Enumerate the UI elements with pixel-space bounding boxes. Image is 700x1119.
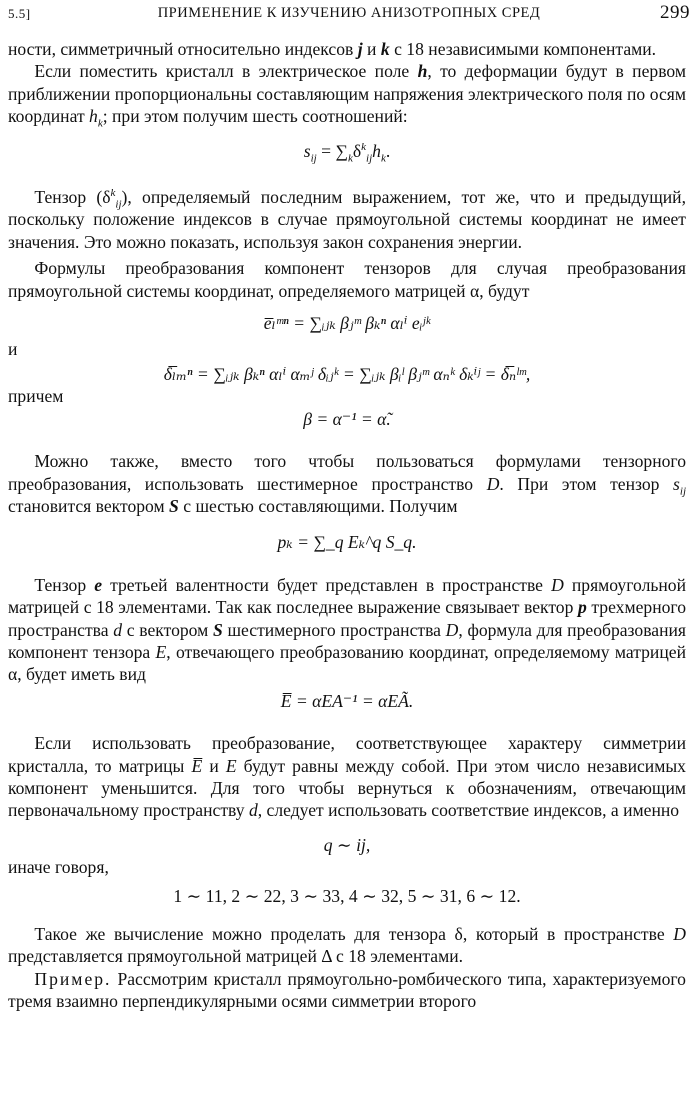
phrase-otherwise: иначе говоря, bbox=[8, 857, 109, 878]
equation-4: β = α⁻¹ = α̃. bbox=[303, 408, 391, 429]
paragraph-5: Можно также, вместо того чтобы пользоваться формулами тензорного преобразования, использовать шестимерное пространство D. При этом тензор $s_{ij}$ становится вектором S с шестью составляющими. Получим bbox=[8, 451, 687, 516]
equation-6: E̅ = αEA⁻¹ = αEÃ. bbox=[280, 690, 414, 711]
paragraph-7: Если использовать преобразование, соответствующее характеру симметрии кристалла, то матрицы E̅ и E будут равны между собой. При этом число независимых компонент уменьшится. Для того чтобы вернуться к обозначениям, отвечающим первоначальному пространству d, следует использовать соответствие индексов, а именно bbox=[8, 733, 686, 821]
equation-3: δ̅ₗₘⁿ = ∑ᵢⱼₖ βₖⁿ αₗⁱ αₘʲ δᵢⱼᵏ = ∑ᵢⱼₖ βᵢˡ βⱼᵐ αₙᵏ δₖⁱʲ = δ̅ₙˡᵐ, bbox=[163, 363, 531, 384]
equation-1: $s_{ij} = \sum_k\delta^k_{ij}h_k$. bbox=[303, 140, 391, 165]
equation-5: pₖ = ∑_q Eₖ^q S_q. bbox=[277, 532, 417, 553]
equation-8: 1 ∼ 11, 2 ∼ 22, 3 ∼ 33, 4 ∼ 32, 5 ∼ 31, 6 ∼ 12. bbox=[173, 885, 521, 906]
paragraph-4: Формулы преобразования компонент тензоров для случая преобразования прямоугольной системы координат, определяемого матрицей α, будут bbox=[8, 258, 686, 301]
equation-2: e̅ₗᵐⁿ = ∑ᵢⱼₖ βⱼᵐ βₖⁿ αₗⁱ eᵢʲᵏ bbox=[263, 313, 431, 334]
section-number: 5.5] bbox=[8, 6, 31, 21]
body-text bbox=[8, 38, 686, 1013]
equation-7: q ∼ ij, bbox=[323, 834, 371, 855]
running-title: ПРИМЕНЕНИЕ К ИЗУЧЕНИЮ АНИЗОТРОПНЫХ СРЕД bbox=[157, 5, 541, 21]
paragraph-6: Тензор e третьей валентности будет представлен в пространстве D прямоугольной матрицей с 18 элементами. Так как последнее выражение связывает вектор p трехмерного пространства d с вектором S шестимерного пространства D, формула для преобразования компонент тензора E, отвечающего преобразованию координат, определяемому матрицей α, будет иметь вид bbox=[8, 574, 686, 685]
running-header bbox=[8, 2, 690, 28]
conjunction-and: и bbox=[8, 339, 18, 360]
page-number: 299 bbox=[660, 2, 690, 23]
paragraph-2: Если поместить кристалл в электрическое поле h, то деформации будут в первом приближении пропорциональны составляющим напряжения электрического поля по осям координат $h_k$; при этом получим шесть соотношений: bbox=[8, 61, 686, 130]
paragraph-3: Тензор $(\delta^k_{ij})$, определяемый последним выражением, тот же, что и предыдущий, поскольку положение индексов в случае прямоугольной системы координат не имеет значения. Это можно показать, используя закон сохранения энергии. bbox=[8, 187, 686, 252]
word-where: причем bbox=[8, 386, 64, 407]
paragraph-1: ности, симметричный относительно индексов j и k с 18 независимыми компонентами. bbox=[8, 39, 657, 59]
paragraph-8: Такое же вычисление можно проделать для тензора δ, который в пространстве D представляется прямоугольной матрицей Δ с 18 элементами. bbox=[8, 924, 686, 967]
paragraph-9: Пример. Рассмотрим кристалл прямоугольно-ромбического типа, характеризуемого тремя взаимно перпендикулярными осями симметрии второго bbox=[8, 968, 686, 1012]
example-lead: Пример. bbox=[34, 968, 112, 989]
